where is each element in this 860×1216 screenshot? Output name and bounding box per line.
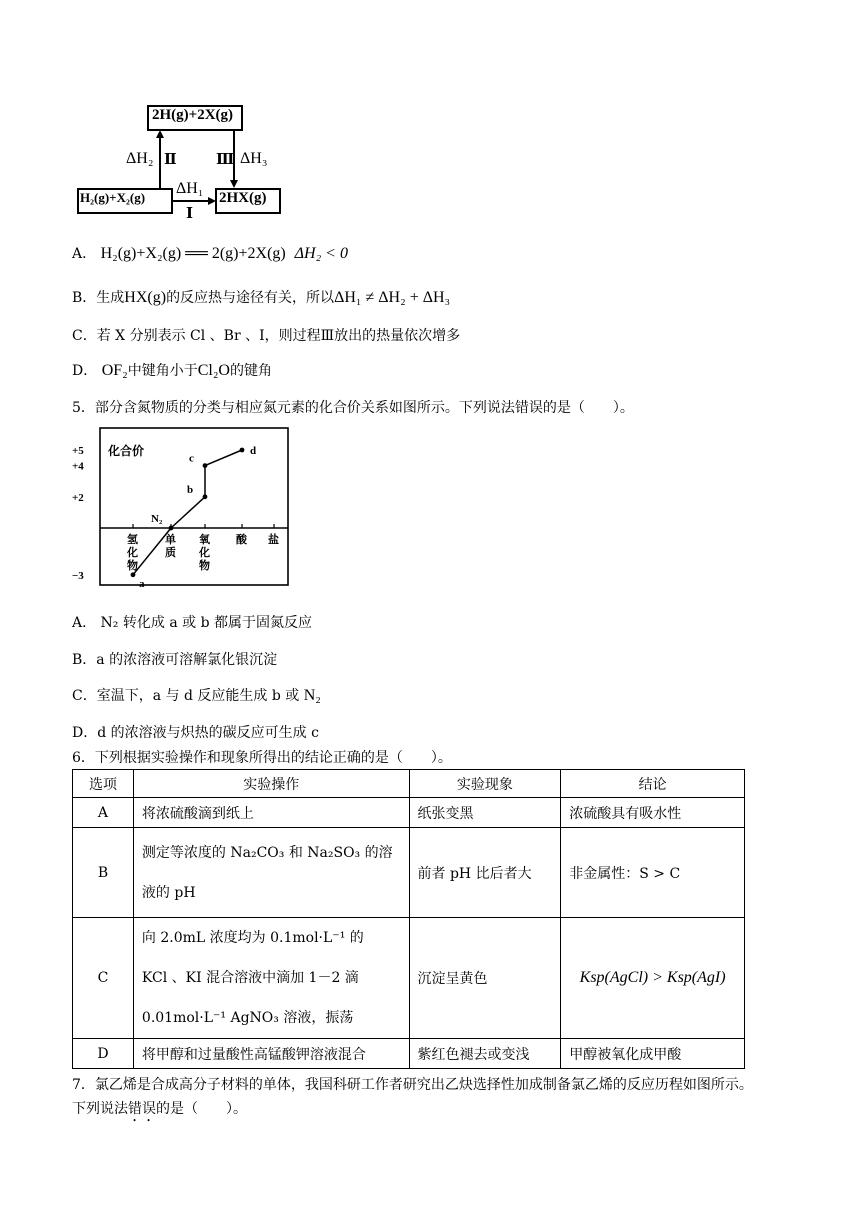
row-c-phenomenon: 沉淀呈黄色 bbox=[409, 918, 561, 1039]
category-label: 盐 bbox=[268, 533, 279, 546]
q4-option-b: B．生成HX(g)的反应热与途径有关，所以ΔH₁ ≠ ΔH₂ + ΔH₃ bbox=[72, 289, 451, 306]
point-label: b bbox=[187, 483, 194, 496]
q7-stem-line2: 下列说法错误的是（ ）。 bbox=[72, 1101, 247, 1117]
row-d-operation: 将甲醇和过量酸性高锰酸钾溶液混合 bbox=[133, 1039, 409, 1069]
data-point bbox=[131, 572, 136, 577]
category-label: 质 bbox=[165, 546, 176, 559]
fig-roman3: Ⅲ bbox=[216, 152, 235, 168]
category-label: 化 bbox=[127, 546, 138, 559]
category-label: 氢 bbox=[127, 533, 138, 546]
table-row bbox=[73, 918, 745, 1039]
row-b-phenomenon: 前者 pH 比后者大 bbox=[409, 828, 561, 918]
q5-option-b: B．a 的浓溶液可溶解氯化银沉淀 bbox=[72, 652, 278, 668]
row-c-option: C bbox=[73, 918, 134, 1039]
emphasis-wrong: 错误 bbox=[128, 1101, 156, 1117]
point-label: N₂ bbox=[151, 513, 163, 525]
q5-stem: 5．部分含氮物质的分类与相应氮元素的化合价关系如图所示。下列说法错误的是（ ）。 bbox=[72, 400, 634, 416]
row-b-operation: 测定等浓度的 Na₂CO₃ 和 Na₂SO₃ 的溶 液的 pH bbox=[133, 828, 409, 918]
fig-dh2: ΔH₂ bbox=[126, 150, 154, 167]
q5-option-c: C．室温下，a 与 d 反应能生成 b 或 N₂ bbox=[72, 687, 321, 704]
y-tick-label: +5 bbox=[72, 445, 84, 457]
header-operation: 实验操作 bbox=[133, 770, 409, 798]
y-tick-label: +2 bbox=[72, 491, 84, 504]
fig-left-label: H₂(g)+X₂(g) bbox=[80, 190, 146, 205]
row-b-conclusion: 非金属性：S > C bbox=[561, 828, 745, 918]
q6-stem: 6．下列根据实验操作和现象所得出的结论正确的是（ ）。 bbox=[72, 750, 452, 766]
category-label: 物 bbox=[199, 559, 210, 572]
fig-top-label: 2H(g)+2X(g) bbox=[152, 107, 234, 123]
fig-roman2: Ⅱ bbox=[164, 152, 177, 168]
header-conclusion: 结论 bbox=[561, 770, 745, 798]
table-header-row bbox=[73, 770, 745, 798]
table-row bbox=[73, 1039, 745, 1069]
category-label: 酸 bbox=[236, 533, 247, 546]
point-label: d bbox=[250, 445, 257, 457]
category-label: 化 bbox=[199, 546, 210, 559]
q7-stem-line1: 7．氯乙烯是合成高分子材料的单体，我国科研工作者研究出乙炔选择性加成制备氯乙烯的反应历程如图所示。 bbox=[72, 1077, 753, 1093]
q4-option-c: C．若 X 分别表示 Cl 、Br 、I，则过程Ⅲ放出的热量依次增多 bbox=[72, 328, 461, 344]
table-row bbox=[73, 798, 745, 828]
category-label: 氧 bbox=[199, 533, 210, 546]
series-line bbox=[205, 450, 242, 466]
q4-option-a: A． H₂(g)+X₂(g) ══ 2(g)+2X(g) ΔH₂ < 0 bbox=[72, 245, 348, 262]
category-label: 物 bbox=[127, 559, 138, 572]
table-row bbox=[73, 828, 745, 918]
row-a-option: A bbox=[73, 798, 134, 828]
chart-title: 化合价 bbox=[108, 444, 145, 458]
header-option: 选项 bbox=[73, 770, 134, 798]
fig-dh1: ΔH₁ bbox=[176, 180, 204, 197]
fig-dh3: ΔH₃ bbox=[240, 150, 268, 167]
row-c-operation: 向 2.0mL 浓度均为 0.1mol·L⁻¹ 的 KCl 、KI 混合溶液中滴加 1－2 滴 0.01mol·L⁻¹ AgNO₃ 溶液，振荡 bbox=[133, 918, 409, 1039]
y-tick-label: −3 bbox=[72, 569, 84, 582]
point-label: c bbox=[189, 452, 194, 465]
row-a-phenomenon: 纸张变黑 bbox=[409, 798, 561, 828]
header-phenomenon: 实验现象 bbox=[409, 770, 561, 798]
fig-right-label: 2HX(g) bbox=[219, 190, 267, 206]
q4-option-d: D． OF₂中键角小于Cl₂O的键角 bbox=[72, 362, 272, 379]
row-d-option: D bbox=[73, 1039, 134, 1069]
fig-roman1: Ⅰ bbox=[186, 206, 194, 222]
series-line bbox=[171, 497, 205, 528]
q5-option-a: A． N₂ 转化成 a 或 b 都属于固氮反应 bbox=[72, 615, 312, 631]
data-point bbox=[169, 526, 174, 531]
point-label: a bbox=[139, 577, 145, 590]
experiment-table bbox=[72, 769, 745, 1069]
row-d-conclusion: 甲醇被氧化成甲酸 bbox=[561, 1039, 745, 1069]
row-a-conclusion: 浓硫酸具有吸水性 bbox=[561, 798, 745, 828]
data-point bbox=[240, 448, 245, 453]
category-label: 单 bbox=[165, 533, 176, 546]
nitrogen-valence-chart bbox=[70, 425, 295, 595]
row-b-option: B bbox=[73, 828, 134, 918]
data-point bbox=[203, 494, 208, 499]
row-a-operation: 将浓硫酸滴到纸上 bbox=[133, 798, 409, 828]
y-tick-label: +4 bbox=[72, 460, 84, 473]
q5-option-d: D．d 的浓溶液与炽热的碳反应可生成 c bbox=[72, 725, 319, 741]
data-point bbox=[203, 463, 208, 468]
row-c-conclusion: Ksp(AgCl) > Ksp(AgI) bbox=[561, 918, 745, 1039]
row-d-phenomenon: 紫红色褪去或变浅 bbox=[409, 1039, 561, 1069]
